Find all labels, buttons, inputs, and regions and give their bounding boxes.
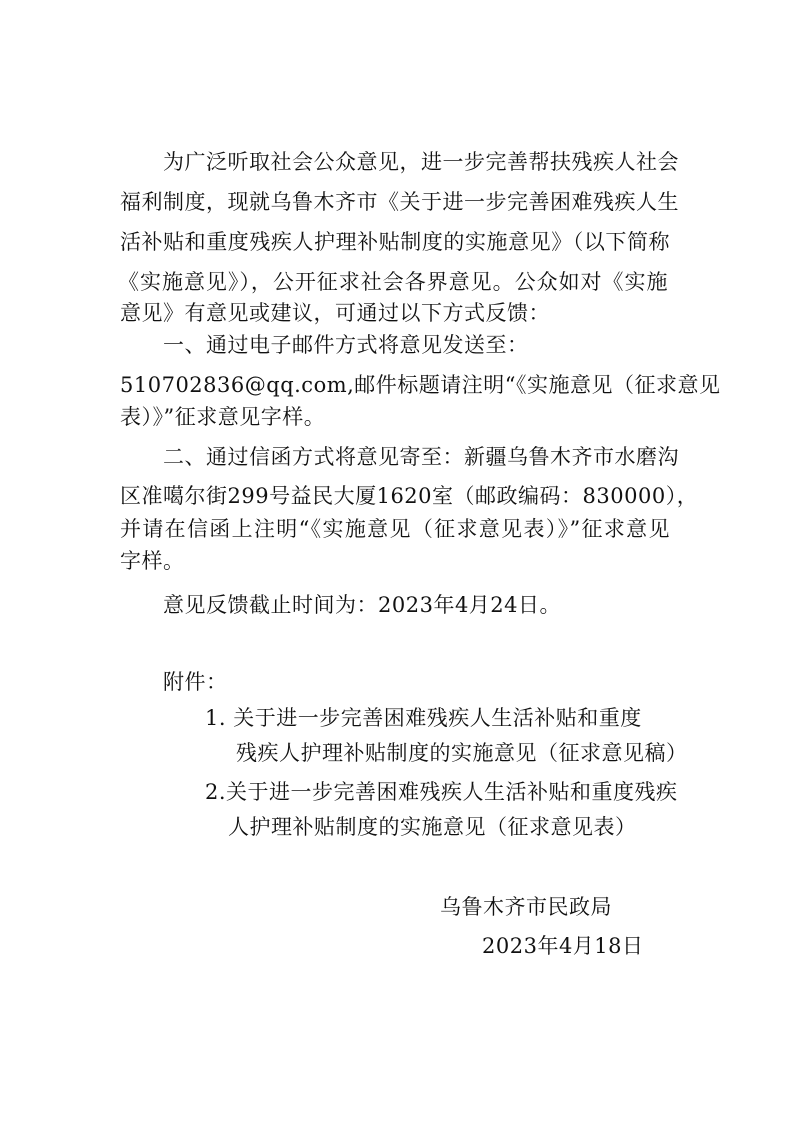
attachments-label: 附件： [163,670,228,694]
mail-line-1: 二、通过信函方式将意见寄至：新疆乌鲁木齐市水磨沟 [163,445,679,469]
deadline-text: 意见反馈截止时间为：2023年4月24日。 [163,593,562,617]
mail-line-3: 并请在信函上注明“《实施意见（征求意见表）》”征求意见 [120,517,670,541]
intro-line-4: 《实施意见》），公开征求社会各界意见。公众如对《实施 [118,270,668,294]
attachment-item-1-line-1: 1. 关于进一步完善困难残疾人生活补贴和重度 [205,706,642,730]
issue-date: 2023年4月18日 [482,934,644,958]
email-line-1: 一、通过电子邮件方式将意见发送至： [163,333,529,357]
attachment-item-2-line-2: 人护理补贴制度的实施意见（征求意见表） [228,815,637,839]
email-line-3: 表）》”征求意见字样。 [120,405,326,429]
intro-line-2: 福利制度，现就乌鲁木齐市《关于进一步完善困难残疾人生 [120,190,679,214]
intro-line-1: 为广泛听取社会公众意见，进一步完善帮扶残疾人社会 [163,150,679,174]
intro-line-3: 活补贴和重度残疾人护理补贴制度的实施意见》（以下简称 [120,230,670,254]
intro-line-5: 意见》有意见或建议，可通过以下方式反馈： [120,301,550,325]
attachment-item-1-line-2: 残疾人护理补贴制度的实施意见（征求意见稿） [236,741,688,765]
mail-line-4: 字样。 [120,549,185,573]
mail-line-2: 区准噶尔街299号益民大厦1620室（邮政编码：830000）， [120,484,699,508]
issuer-name: 乌鲁木齐市民政局 [440,895,612,919]
attachment-item-2-line-1: 2.关于进一步完善困难残疾人生活补贴和重度残疾 [205,780,678,804]
email-address-line: 510702836@qq.com,邮件标题请注明“《实施意见（征求意见 [120,373,721,397]
